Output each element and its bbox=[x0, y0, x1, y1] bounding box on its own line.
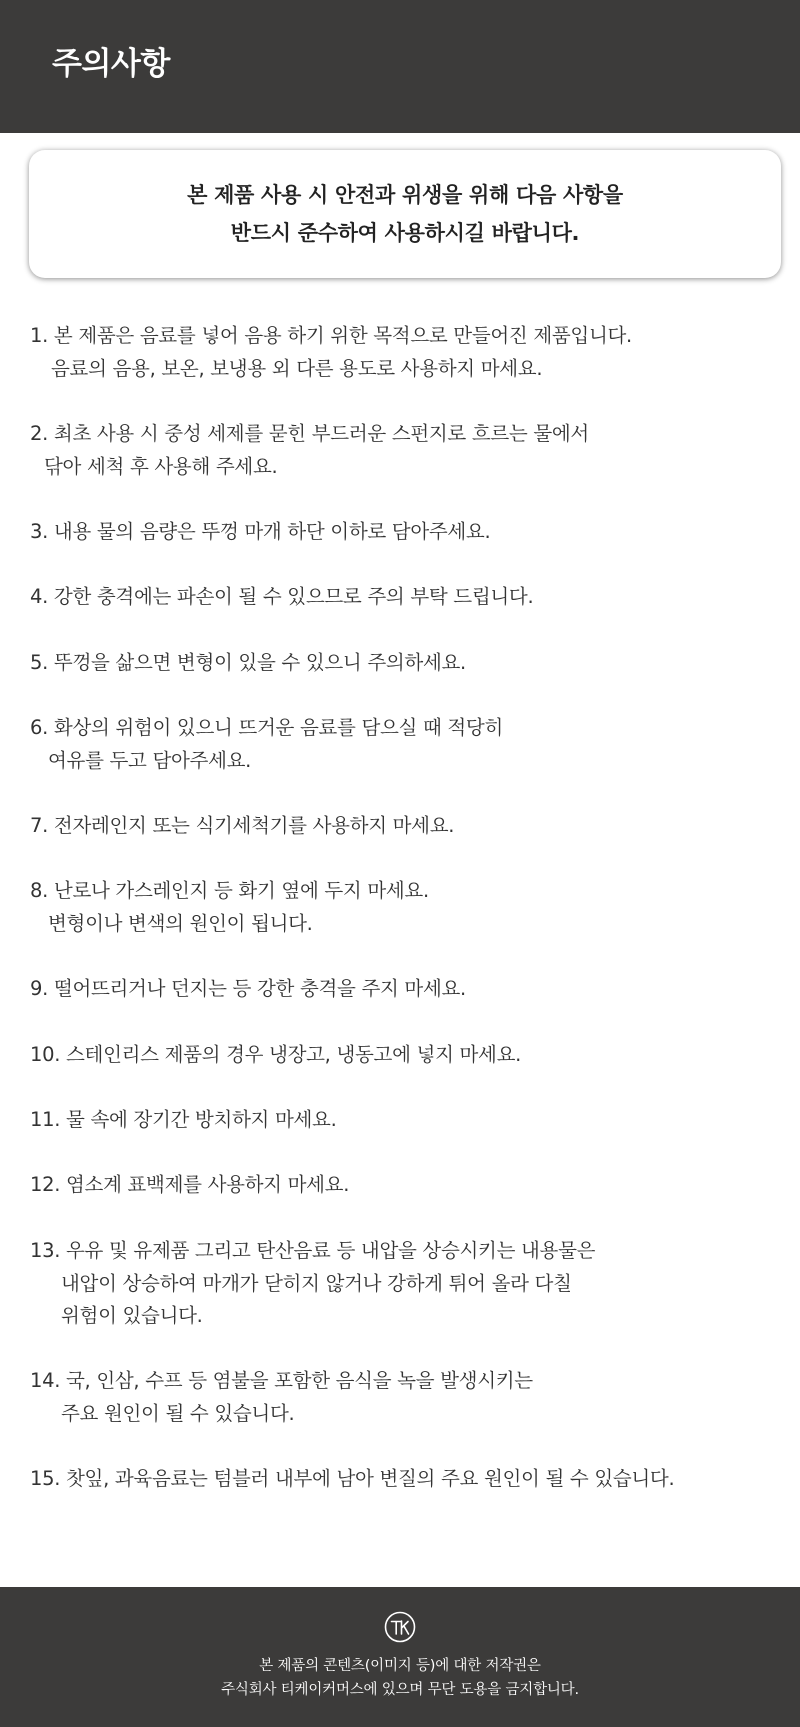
caution-item-15 bbox=[30, 1463, 780, 1496]
notice-box bbox=[29, 150, 781, 278]
caution-item-line: 변형이나 변색의 원인이 됩니다. bbox=[48, 911, 313, 935]
caution-item-8 bbox=[30, 875, 780, 940]
caution-item-6 bbox=[30, 712, 780, 777]
caution-item-line: 15. 찻잎, 과육음료는 텀블러 내부에 남아 변질의 주요 원인이 될 수 있습니다. bbox=[30, 1467, 675, 1490]
caution-item-14 bbox=[30, 1365, 780, 1430]
caution-item-11 bbox=[30, 1104, 780, 1137]
copyright-line-2: 주식회사 티케이커머스에 있으며 무단 도용을 금지합니다. bbox=[221, 1682, 579, 1698]
caution-item-line: 13. 우유 및 유제품 그리고 탄산음료 등 내압을 상승시키는 내용물은 bbox=[30, 1239, 596, 1262]
caution-item-line: 11. 물 속에 장기간 방치하지 마세요. bbox=[30, 1108, 337, 1131]
caution-item-line: 14. 국, 인삼, 수프 등 염불을 포함한 음식을 녹을 발생시키는 bbox=[30, 1369, 533, 1392]
caution-item-5 bbox=[30, 647, 780, 680]
caution-item-line: 12. 염소계 표백제를 사용하지 마세요. bbox=[30, 1173, 350, 1196]
caution-item-13 bbox=[30, 1235, 780, 1333]
caution-item-line: 8. 난로나 가스레인지 등 화기 옆에 두지 마세요. bbox=[30, 879, 429, 902]
caution-item-line: 주요 원인이 될 수 있습니다. bbox=[61, 1401, 295, 1425]
caution-item-4 bbox=[30, 581, 780, 614]
page-title: 주의사항 bbox=[52, 46, 170, 82]
caution-item-line: 1. 본 제품은 음료를 넣어 음용 하기 위한 목적으로 만들어진 제품입니다. bbox=[30, 324, 632, 347]
caution-item-line: 7. 전자레인지 또는 식기세척기를 사용하지 마세요. bbox=[30, 814, 455, 837]
page-footer bbox=[0, 1587, 800, 1727]
page-header bbox=[0, 0, 800, 133]
notice-text-line-2: 반드시 준수하여 사용하시길 바랍니다. bbox=[230, 221, 580, 245]
tk-logo-icon bbox=[384, 1611, 416, 1643]
notice-text-line-1: 본 제품 사용 시 안전과 위생을 위해 다음 사항을 bbox=[187, 183, 623, 207]
caution-item-2 bbox=[30, 418, 780, 483]
caution-item-line: 2. 최초 사용 시 중성 세제를 묻힌 부드러운 스펀지로 흐르는 물에서 bbox=[30, 422, 589, 445]
caution-item-1 bbox=[30, 320, 780, 385]
caution-item-10 bbox=[30, 1039, 780, 1072]
caution-item-7 bbox=[30, 810, 780, 843]
caution-item-line: 5. 뚜껑을 삶으면 변형이 있을 수 있으니 주의하세요. bbox=[30, 651, 466, 674]
caution-item-3 bbox=[30, 516, 780, 549]
caution-item-line: 10. 스테인리스 제품의 경우 냉장고, 냉동고에 넣지 마세요. bbox=[30, 1043, 522, 1066]
caution-item-12 bbox=[30, 1169, 780, 1202]
caution-item-line: 9. 떨어뜨리거나 던지는 등 강한 충격을 주지 마세요. bbox=[30, 977, 466, 1000]
caution-item-9 bbox=[30, 973, 780, 1006]
caution-item-line: 6. 화상의 위험이 있으니 뜨거운 음료를 담으실 때 적당히 bbox=[30, 716, 504, 739]
caution-item-line: 위험이 있습니다. bbox=[61, 1304, 203, 1327]
caution-item-line: 내압이 상승하여 마개가 닫히지 않거나 강하게 튀어 올라 다칠 bbox=[61, 1271, 572, 1295]
caution-item-line: 여유를 두고 담아주세요. bbox=[48, 748, 252, 772]
caution-item-line: 음료의 음용, 보온, 보냉용 외 다른 용도로 사용하지 마세요. bbox=[51, 356, 543, 380]
caution-item-line: 닦아 세척 후 사용해 주세요. bbox=[44, 454, 278, 478]
caution-item-line: 4. 강한 충격에는 파손이 될 수 있으므로 주의 부탁 드립니다. bbox=[30, 585, 534, 608]
caution-item-line: 3. 내용 물의 음량은 뚜껑 마개 하단 이하로 담아주세요. bbox=[30, 520, 491, 543]
copyright-line-1: 본 제품의 콘텐츠(이미지 등)에 대한 저작권은 bbox=[259, 1658, 541, 1674]
